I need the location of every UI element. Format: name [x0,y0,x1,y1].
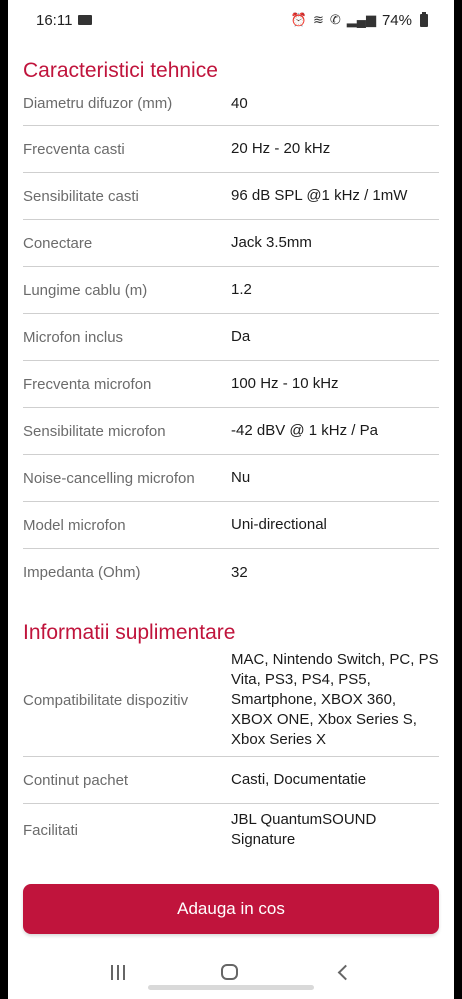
spec-row [23,549,439,596]
extra-info-table [23,644,439,856]
spec-label: Continut pachet [23,771,129,789]
spec-label: Sensibilitate casti [23,187,139,205]
spec-row [23,267,439,314]
spec-label: Frecventa microfon [23,375,152,393]
spec-row [23,644,439,757]
spec-value: 96 dB SPL @1 kHz / 1mW [231,187,408,204]
status-right [291,12,428,29]
signal-icon: ▂▄▆ [346,12,376,27]
spec-row [23,361,439,408]
spec-label: Sensibilitate microfon [23,422,166,440]
spec-value: Nu [231,469,251,486]
spec-value: Uni-directional [231,516,327,533]
tech-specs-table [23,82,439,596]
spec-value: Da [231,328,251,345]
spec-label: Lungime cablu (m) [23,281,148,299]
spec-value: 20 Hz - 20 kHz [231,140,331,157]
back-icon[interactable] [338,964,354,980]
spec-value: 32 [231,563,248,581]
spec-label: Microfon inclus [23,328,124,346]
tech-specs-title: Caracteristici tehnice [23,59,218,82]
spec-value: 100 Hz - 10 kHz [231,375,339,392]
spec-label: Frecventa casti [23,140,125,158]
call-icon: ✆ [329,12,341,27]
spec-label: Impedanta (Ohm) [23,564,141,581]
recent-apps-icon[interactable] [111,965,125,980]
spec-value: Casti, Documentatie [231,771,367,788]
spec-label: Model microfon [23,516,126,534]
spec-value: Jack 3.5mm [231,234,312,251]
spec-label: Diametru difuzor (mm) [23,95,173,112]
spec-value: MAC, Nintendo Switch, PC, PS Vita, PS3, PS4, PS5, Smartphone, XBOX 360, XBOX ONE, Xbox Series S, Xbox Series X [231,651,439,748]
alarm-icon: ⏰ [290,12,307,27]
spec-label: Noise-cancelling microfon [23,469,195,487]
spec-value: 40 [231,94,248,112]
spec-label: Compatibilitate dispozitiv [23,691,189,709]
status-time: 16:11 [36,11,73,29]
spec-label: Conectare [23,234,93,252]
extra-info-title: Informatii suplimentare [23,621,236,644]
phone-screen [8,0,454,999]
gesture-handle[interactable] [148,985,314,990]
status-left [36,12,92,29]
spec-row [23,455,439,502]
home-icon[interactable] [221,964,238,980]
spec-row [23,804,439,856]
spec-value: -42 dBV @ 1 kHz / Pa [231,422,378,439]
add-to-cart-button[interactable]: Adauga in cos [23,884,439,934]
spec-row [23,220,439,267]
spec-row [23,757,439,804]
battery-icon [420,14,428,27]
spec-row [23,126,439,173]
spec-row [23,314,439,361]
spec-row [23,502,439,549]
spec-row [23,173,439,220]
spec-value: 1.2 [231,281,252,298]
android-nav-bar [8,945,454,999]
wifi-icon: ≋ [312,12,324,27]
battery-percent: 74% [381,11,412,29]
mail-icon [78,15,92,25]
status-bar [8,0,454,40]
spec-row [23,408,439,455]
spec-label: Facilitati [23,821,79,839]
spec-value: JBL QuantumSOUND Signature [231,811,377,848]
